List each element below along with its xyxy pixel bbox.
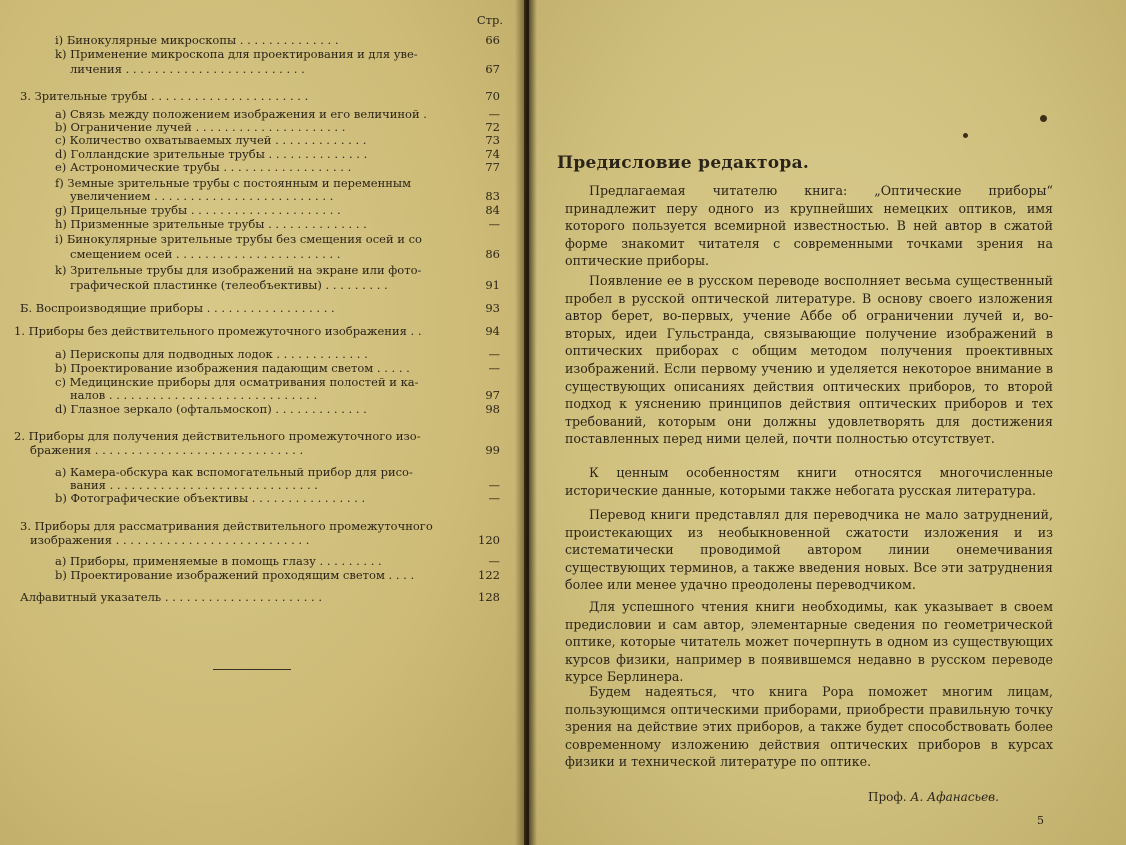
toc-page-number: 122 [478,568,500,582]
toc-page-number: — [488,217,500,231]
toc-page-number: 94 [485,324,500,338]
paper-spot [1040,115,1047,122]
toc-entry: d) Глазное зеркало (офтальмоскоп) . . . . . . . . . . . . . [55,402,367,416]
toc-entry: i) Бинокулярные зрительные трубы без смещения осей и со [55,232,422,246]
toc-page-number: 74 [485,147,500,161]
toc-entry: графической пластинке (телеобъективы) . . . . . . . . . [70,278,388,292]
toc-page-number: 66 [485,33,500,47]
book-gutter [515,0,537,845]
toc-page-number: 72 [485,120,500,134]
toc-entry: a) Связь между положением изображения и его величиной . [55,107,427,121]
toc-page-number: — [488,478,500,492]
toc-entry: b) Проектирование изображений проходящим светом . . . . [55,568,415,582]
toc-entry: a) Приборы, применяемые в помощь глазу . . . . . . . . . [55,554,382,568]
toc-page-number: 97 [485,388,500,402]
toc-entry: i) Бинокулярные микроскопы . . . . . . . . . . . . . . [55,33,339,47]
toc-entry: h) Призменные зрительные трубы . . . . . . . . . . . . . . [55,217,367,231]
preface-title: Предисловие редактора. [557,153,810,173]
toc-entry: Б. Воспроизводящие приборы . . . . . . . . . . . . . . . . . . [20,301,335,315]
paper-spot [963,133,968,138]
toc-entry: изображения . . . . . . . . . . . . . . . . . . . . . . . . . . . [30,533,310,547]
toc-page-number: 91 [485,278,500,292]
toc-page-number: — [488,347,500,361]
toc-page-number: — [488,361,500,375]
toc-entry: f) Земные зрительные трубы с постоянным и переменным [55,176,412,190]
page-number: 5 [1037,814,1044,827]
toc-entry: Алфавитный указатель . . . . . . . . . . . . . . . . . . . . . . [20,590,323,604]
toc-entry: d) Голландские зрительные трубы . . . . . . . . . . . . . . [55,147,368,161]
toc-page-number: — [488,107,500,121]
toc-page-number: 120 [478,533,500,547]
toc-entry: 3. Приборы для рассматривания действительного промежуточного [20,519,433,533]
toc-entry: b) Фотографические объективы . . . . . . . . . . . . . . . . [55,491,366,505]
preface-paragraph: К ценным особенностям книги относятся многочисленные исторические данные, которыми также небогата русская литература. [565,465,1053,498]
toc-entry: b) Проектирование изображения падающим светом . . . . . [55,361,410,375]
toc-entry: увеличением . . . . . . . . . . . . . . . . . . . . . . . . . [70,189,334,203]
toc-page-number: 70 [485,89,500,103]
toc-entry: 3. Зрительные трубы . . . . . . . . . . . . . . . . . . . . . . [20,89,309,103]
toc-entry: 2. Приборы для получения действительного промежуточного изо- [14,429,421,443]
toc-entry: личения . . . . . . . . . . . . . . . . . . . . . . . . . [70,62,305,76]
signature [868,790,999,804]
toc-entry: вания . . . . . . . . . . . . . . . . . . . . . . . . . . . . . [70,478,318,492]
toc-entry: смещением осей . . . . . . . . . . . . . . . . . . . . . . . [70,247,341,261]
preface-paragraph: Перевод книги представлял для переводчика не мало затруднений, проистекающих из необыкновенной сжатости изложения и из систематически проводимой автором линии онемечивания существующих терминов, а также введения новых. Все эти затруднения более или менее удачно преодолены переводчиком. [565,507,1053,593]
toc-page-number: 86 [485,247,500,261]
toc-entry: налов . . . . . . . . . . . . . . . . . . . . . . . . . . . . . [70,388,318,402]
toc-entry: бражения . . . . . . . . . . . . . . . . . . . . . . . . . . . . . [30,443,304,457]
toc-page-number: — [488,554,500,568]
toc-page-number: 99 [485,443,500,457]
preface-paragraph: Появление ее в русском переводе восполняет весьма существенный пробел в русской оптической литературе. В основу своего изложения автор берет, во-первых, учение Аббе об ограничении лучей и, во-вторых, идеи Гульстранда, связывающие получение изображений в оптических приборах с общим методом получения проективных изображений. Если первому учению и уделяется некоторое внимание в существующих описаниях действия оптических приборов, то второй подход к уяснению принципов действия оптических приборов и тех требований, которым они должны удовлетворять для достижения поставленных перед ними целей, почти полностью отсутствует. [565,273,1053,447]
page-column-header: Стр. [476,13,503,27]
toc-entry: c) Количество охватываемых лучей . . . . . . . . . . . . . [55,133,367,147]
toc-entry: b) Ограничение лучей . . . . . . . . . . . . . . . . . . . . . [55,120,346,134]
toc-page-number: 84 [485,203,500,217]
toc-page-number: — [488,491,500,505]
toc-page-number: 67 [485,62,500,76]
signature-prefix: Проф. [868,790,907,804]
toc-entry: g) Прицельные трубы . . . . . . . . . . . . . . . . . . . . . [55,203,341,217]
toc-page-number: 93 [485,301,500,315]
toc-page-number: 83 [485,189,500,203]
toc-entry: a) Перископы для подводных лодок . . . . . . . . . . . . . [55,347,368,361]
toc-page-number: 73 [485,133,500,147]
signature-name: А. Афанасьев. [910,790,999,804]
preface-paragraph: Предлагаемая читателю книга: „Оптические приборы“ принадлежит перу одного из крупнейших немецких оптиков, имя которого пользуется всемирной известностью. В ней автор в сжатой форме знакомит читателя с современными точками зрения на оптические приборы. [565,183,1053,269]
toc-page-number: 77 [485,160,500,174]
preface-paragraph: Для успешного чтения книги необходимы, как указывает в своем предисловии и сам автор, элементарные сведения по геометрической оптике, которые читатель может почерпнуть в одном из существующих курсов физики, например в появившемся недавно в русском переводе курсе Берлинера. [565,599,1053,685]
toc-entry: c) Медицинские приборы для осматривания полостей и ка- [55,375,419,389]
toc-page-number: 98 [485,402,500,416]
end-rule [213,669,291,670]
toc-entry: a) Камера-обскура как вспомогательный прибор для рисо- [55,465,413,479]
toc-entry: e) Астрономические трубы . . . . . . . . . . . . . . . . . . [55,160,352,174]
toc-page-number: 128 [478,590,500,604]
toc-entry: k) Применение микроскопа для проектирования и для уве- [55,47,418,61]
toc-entry: 1. Приборы без действительного промежуточного изображения . . [14,324,422,338]
preface-paragraph: Будем надеяться, что книга Рора поможет многим лицам, пользующимся оптическими приборами, приобрести правильную точку зрения на действие этих приборов, а также будет способствовать более современному изложению действия оптических приборов в курсах физики и технической литературе по оптике. [565,684,1053,770]
toc-entry: k) Зрительные трубы для изображений на экране или фото- [55,263,422,277]
